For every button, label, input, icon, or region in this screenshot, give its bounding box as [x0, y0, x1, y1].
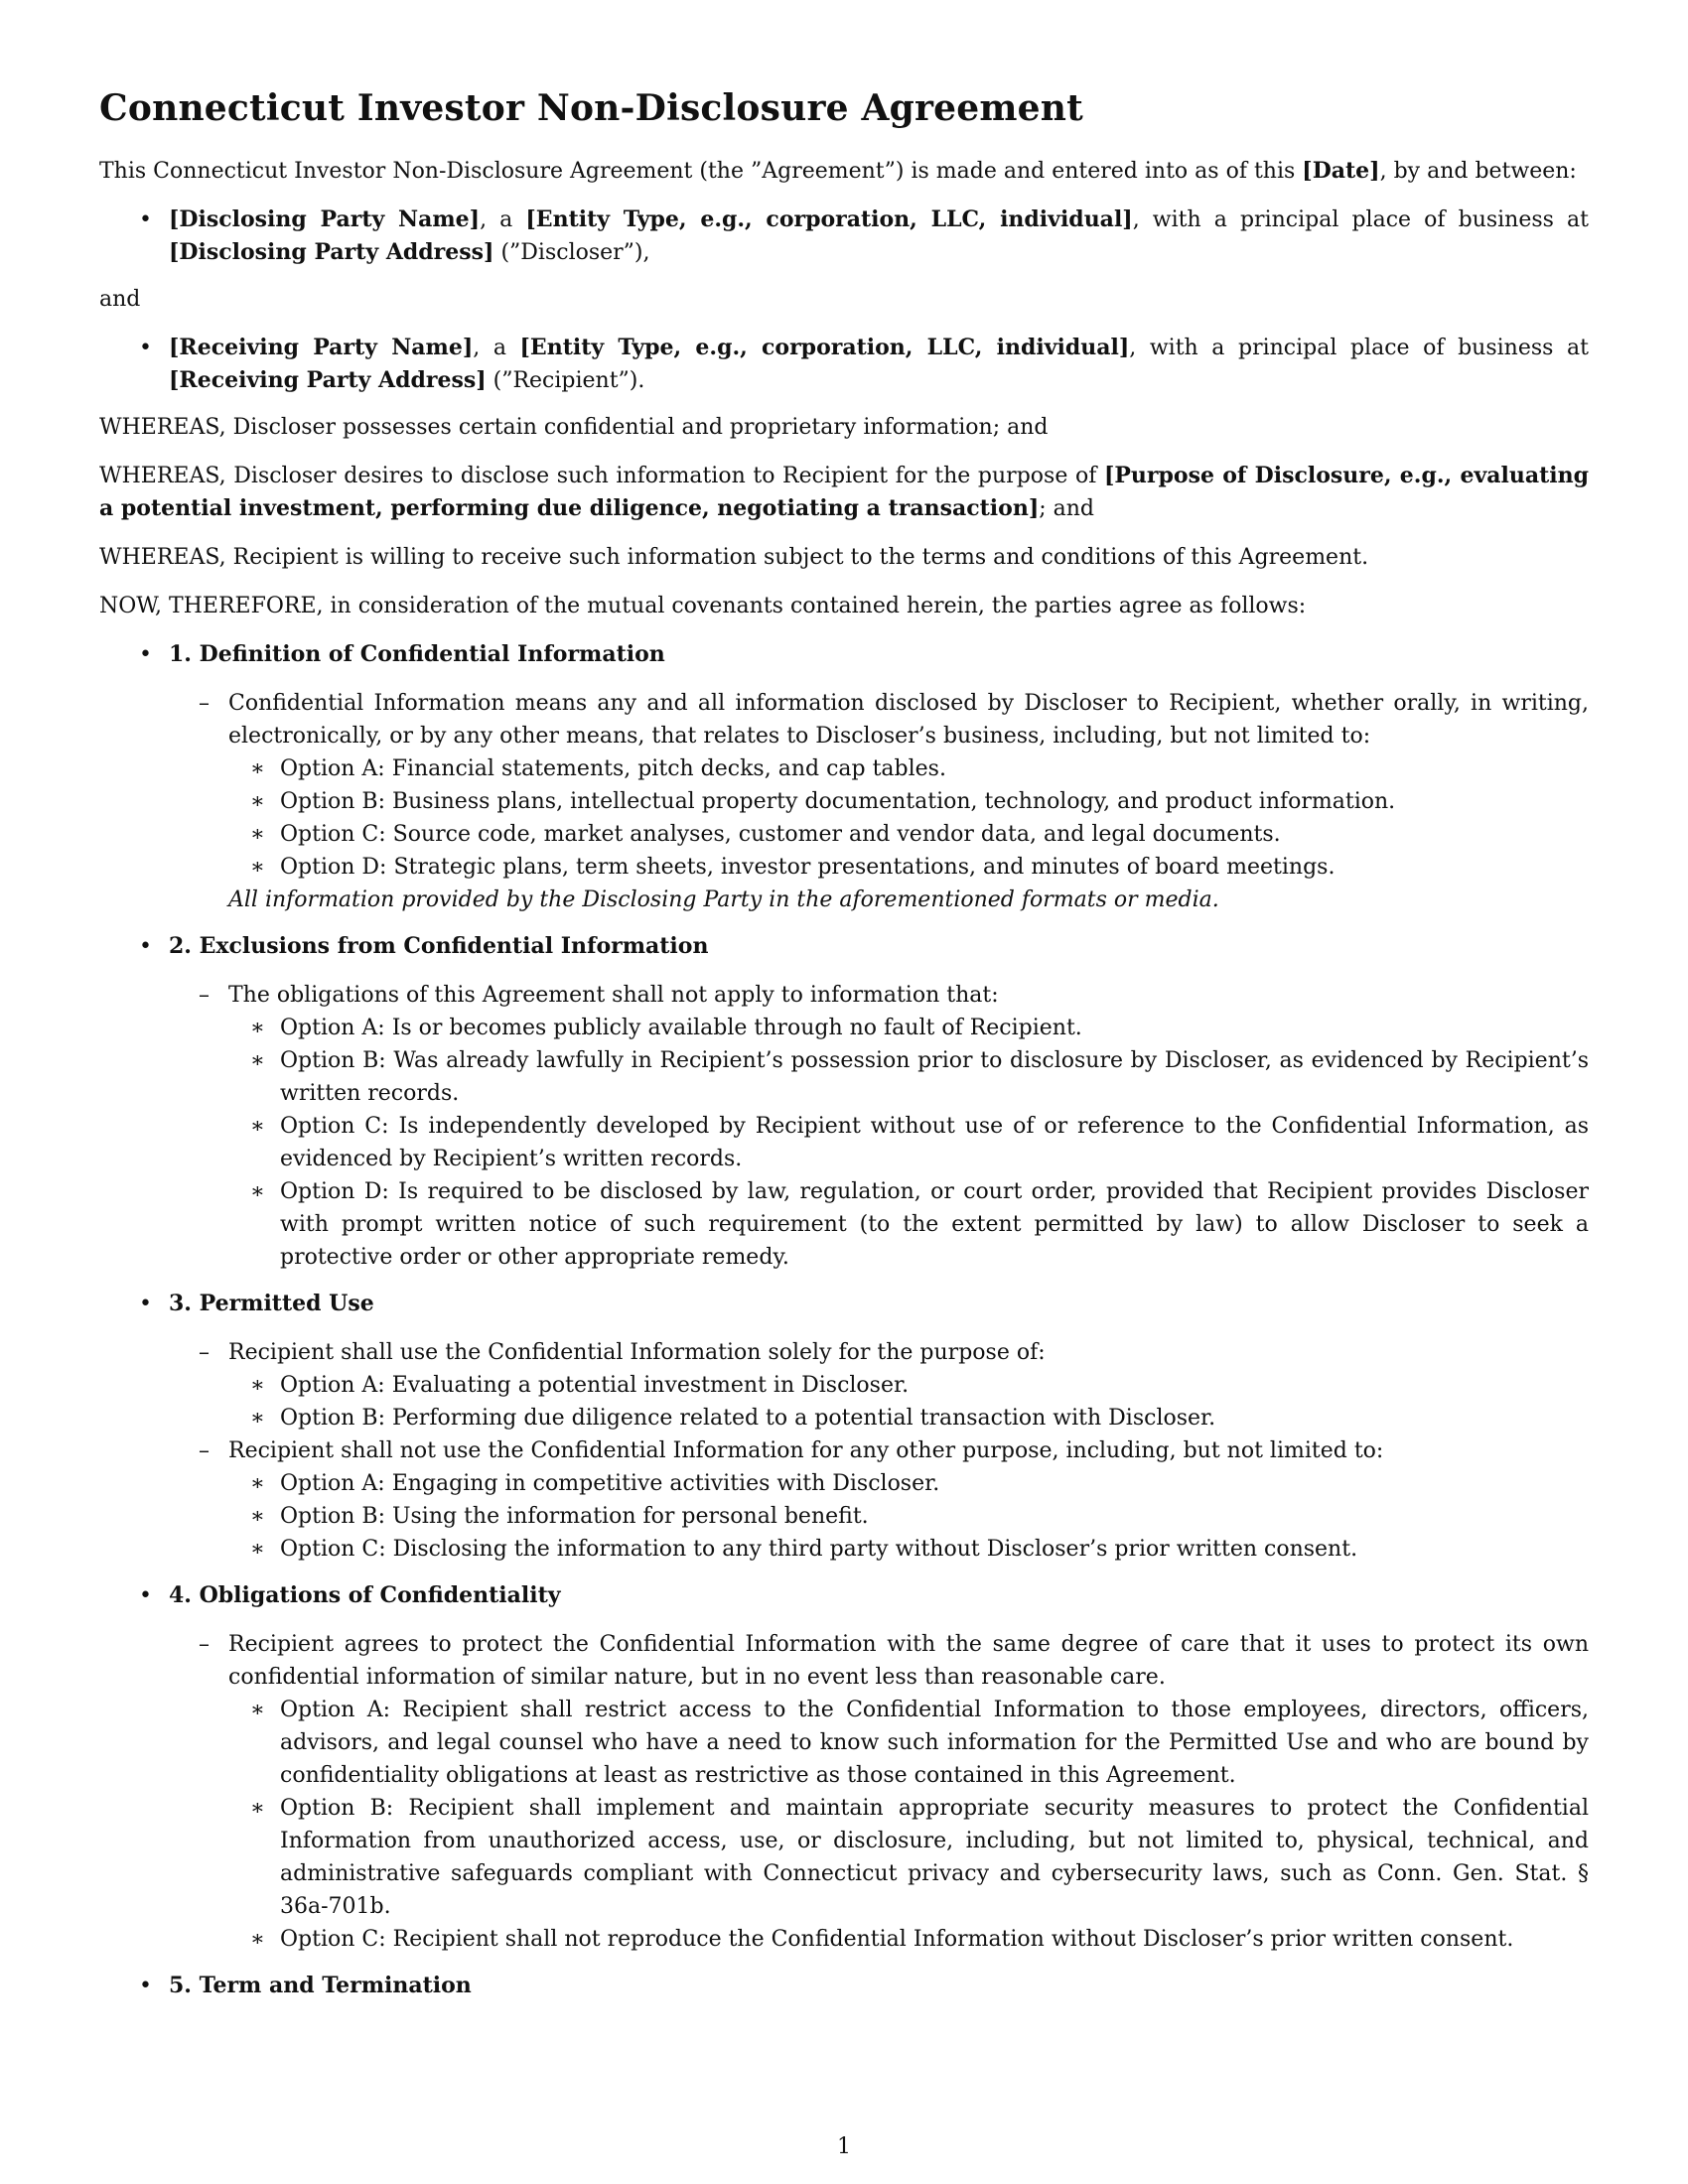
recipient-address-placeholder: [Receiving Party Address]	[169, 367, 487, 393]
section-1	[99, 638, 1589, 916]
section-5	[99, 1970, 1589, 2002]
section-1-note: All information provided by the Disclosing Party in the aforementioned formats or media.	[228, 887, 1219, 912]
whereas-1: WHEREAS, Discloser possesses certain confidential and proprietary information; and	[99, 415, 1049, 440]
recipient-entity-placeholder: [Entity Type, e.g., corporation, LLC, individual]	[519, 335, 1130, 360]
section-2-option: ∗ Option D: Is required to be disclosed by law, regulation, or court order, provided that Recipient provides Discloser with prompt written notice of such requirement (to the extent permitted by law) to allow Discloser to seek a protective order or other appropriate remedy.	[99, 1175, 1589, 1274]
discloser-list	[99, 204, 1589, 269]
section-4-option: ∗ Option B: Recipient shall implement and maintain appropriate security measures to protect the Confidential Information from unauthorized access, use, or disclosure, including, but not limited to, physical, technical, and administrative safeguards compliant with Connecticut privacy and cybersecurity laws, such as Conn. Gen. Stat. § 36a-701b.	[99, 1792, 1589, 1923]
section-3-option: ∗ Option B: Using the information for personal benefit.	[99, 1500, 1589, 1533]
section-1-heading: • 1. Definition of Confidential Information	[99, 638, 1589, 671]
section-2-option: ∗ Option C: Is independently developed by Recipient without use of or reference to the Confidential Information, as evidenced by Recipient’s written records.	[99, 1110, 1589, 1175]
party-text: , with a principal place of business at	[1129, 336, 1589, 360]
section-3-permitted: – Recipient shall use the Confidential Information solely for the purpose of:	[99, 1336, 1589, 1369]
section-2	[99, 930, 1589, 1274]
date-placeholder: [Date]	[1302, 158, 1380, 184]
section-2-intro: – The obligations of this Agreement shall not apply to information that:	[99, 979, 1589, 1012]
intro-text-end: , by and between:	[1379, 159, 1577, 184]
section-3-option: ∗ Option B: Performing due diligence related to a potential transaction with Discloser.	[99, 1402, 1589, 1434]
section-3-heading: • 3. Permitted Use	[99, 1288, 1589, 1320]
discloser-address-placeholder: [Disclosing Party Address]	[169, 239, 494, 265]
party-text: , a	[480, 207, 526, 232]
section-2-option: ∗ Option A: Is or becomes publicly available through no fault of Recipient.	[99, 1012, 1589, 1044]
now-therefore: NOW, THEREFORE, in consideration of the mutual covenants contained herein, the parties agree as follows:	[99, 594, 1307, 618]
intro-paragraph	[99, 155, 1589, 188]
purpose-placeholder: [Purpose of Disclosure, e.g., evaluating a potential investment, performing due diligence, negotiating a transaction]	[99, 463, 1589, 521]
party-text: (”Discloser”),	[493, 240, 650, 265]
section-4-option: ∗ Option C: Recipient shall not reproduce the Confidential Information without Discloser’s prior written consent.	[99, 1923, 1589, 1956]
whereas-2-text: WHEREAS, Discloser desires to disclose such information to Recipient for the purpose of	[99, 464, 1104, 488]
discloser-entity-placeholder: [Entity Type, e.g., corporation, LLC, individual]	[525, 206, 1133, 232]
discloser-party	[99, 204, 1589, 269]
section-3-option: ∗ Option C: Disclosing the information to any third party without Discloser’s prior written consent.	[99, 1533, 1589, 1566]
recipient-list	[99, 332, 1589, 397]
intro-text: This Connecticut Investor Non-Disclosure Agreement (the ”Agreement”) is made and entered into as of this	[99, 159, 1303, 184]
section-3-option: ∗ Option A: Engaging in competitive activities with Discloser.	[99, 1467, 1589, 1500]
party-text: , with a principal place of business at	[1132, 207, 1589, 232]
and-text: and	[99, 287, 141, 312]
section-1-option: ∗ Option C: Source code, market analyses, customer and vendor data, and legal documents.	[99, 818, 1589, 851]
section-1-option: ∗ Option D: Strategic plans, term sheets, investor presentations, and minutes of board meetings.	[99, 851, 1589, 884]
party-text: , a	[473, 336, 520, 360]
section-4	[99, 1579, 1589, 1956]
section-4-heading: • 4. Obligations of Confidentiality	[99, 1579, 1589, 1612]
section-5-heading: • 5. Term and Termination	[99, 1970, 1589, 2002]
section-3	[99, 1288, 1589, 1566]
whereas-2	[99, 460, 1589, 525]
section-1-definition: – Confidential Information means any and all information disclosed by Discloser to Recipient, whether orally, in writing, electronically, or by any other means, that relates to Discloser’s business, including, but not limited to:	[99, 687, 1589, 752]
section-2-heading: • 2. Exclusions from Confidential Information	[99, 930, 1589, 963]
section-1-option: ∗ Option B: Business plans, intellectual property documentation, technology, and product information.	[99, 785, 1589, 818]
party-text: (”Recipient”).	[486, 368, 645, 393]
document-title: Connecticut Investor Non-Disclosure Agreement	[99, 87, 1083, 129]
section-3-prohibited: – Recipient shall not use the Confidential Information for any other purpose, including, but not limited to:	[99, 1434, 1589, 1467]
section-1-option: ∗ Option A: Financial statements, pitch decks, and cap tables.	[99, 752, 1589, 785]
discloser-name-placeholder: [Disclosing Party Name]	[169, 206, 481, 232]
section-2-option: ∗ Option B: Was already lawfully in Recipient’s possession prior to disclosure by Discloser, as evidenced by Recipient’s written records.	[99, 1044, 1589, 1110]
section-4-option: ∗ Option A: Recipient shall restrict access to the Confidential Information to those employees, directors, officers, advisors, and legal counsel who have a need to know such information for the Permitted Use and who are bound by confidentiality obligations at least as restrictive as those contained in this Agreement.	[99, 1694, 1589, 1792]
section-3-option: ∗ Option A: Evaluating a potential investment in Discloser.	[99, 1369, 1589, 1402]
recipient-name-placeholder: [Receiving Party Name]	[169, 335, 474, 360]
whereas-2-end: ; and	[1039, 496, 1095, 521]
page-number: 1	[837, 2134, 851, 2159]
section-4-obligation: – Recipient agrees to protect the Confidential Information with the same degree of care that it uses to protect its own confidential information of similar nature, but in no event less than reasonable care.	[99, 1628, 1589, 1694]
whereas-3: WHEREAS, Recipient is willing to receive such information subject to the terms and conditions of this Agreement.	[99, 545, 1369, 570]
recipient-party	[99, 332, 1589, 397]
document-page	[99, 87, 1589, 2018]
